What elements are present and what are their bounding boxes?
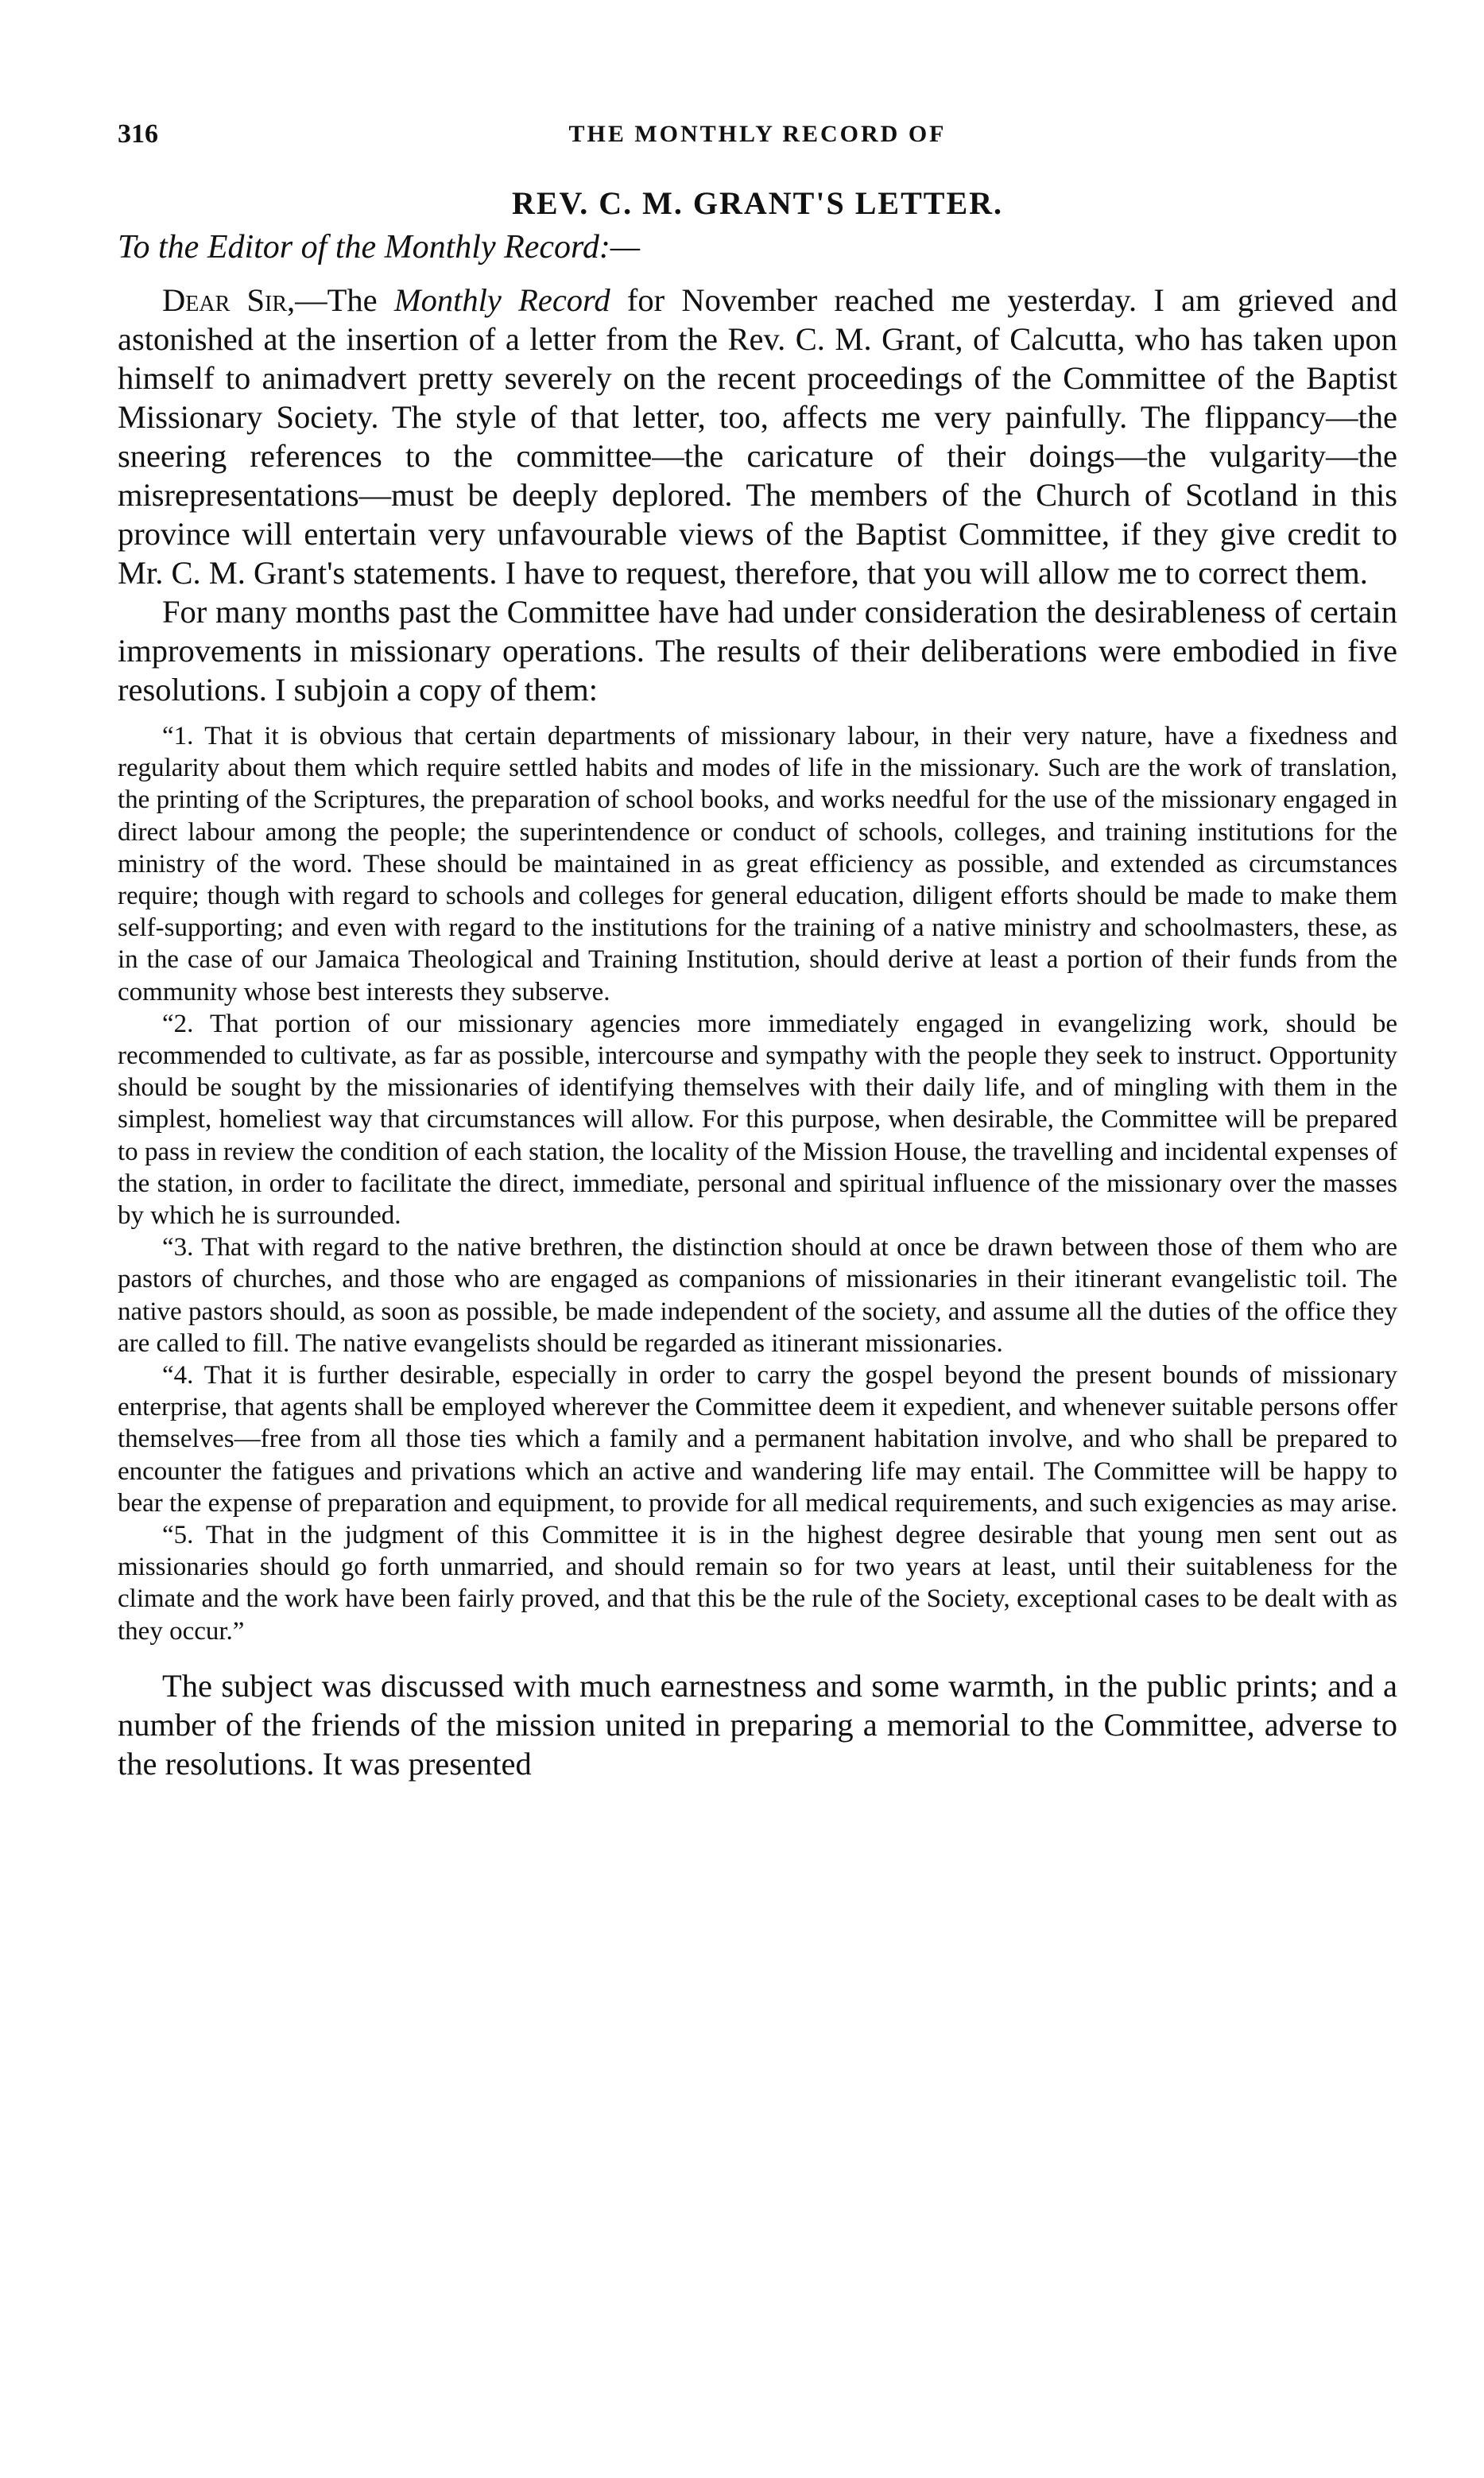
document-page — [118, 119, 1397, 1783]
resolution-1: “1. That it is obvious that certain departments of missionary labour, in their very nature, have a fixedness and regularity about them which require settled habits and modes of life in the missionary. Such are the work of translation, the printing of the Scriptures, the preparation of school books, and works needful for the use of the missionary engaged in direct labour among the people; the superintendence or conduct of schools, colleges, and training institutions for the ministry of the word. These should be maintained in as great efficiency as possible, and extended as circumstances require; though with regard to schools and colleges for general education, diligent efforts should be made to make them self-supporting; and even with regard to the institutions for the training of a native ministry and schoolmasters, these, as in the case of our Jamaica Theological and Training Institution, should derive at least a portion of their funds from the community whose best interests they subserve. — [118, 722, 1397, 1006]
running-head — [118, 119, 1397, 167]
publication-title: Monthly Record — [393, 282, 610, 318]
resolutions — [118, 720, 1397, 1647]
resolution-3: “3. That with regard to the native brethren, the distinction should at once be drawn between those of them who are pastors of churches, and those who are engaged as companions of missionaries in their itinerant evangelistic toil. The native pastors should, as soon as possible, be made independent of the society, and assume all the duties of the office they are called to fill. The native evangelists should be regarded as itinerant missionaries. — [118, 1233, 1397, 1358]
opening-lead: —The — [295, 282, 394, 318]
article-title: REV. C. M. GRANT'S LETTER. — [511, 185, 1004, 221]
resolution-4: “4. That it is further desirable, especially in order to carry the gospel beyond the present bounds of missionary enterprise, that agents shall be employed wherever the Committee deem it expedient, and whenever suitable persons offer themselves—free from all those ties which a family and a permanent habitation involve, and who shall be prepared to encounter the fatigues and privations which an active and wandering life may entail. The Committee will be happy to bear the expense of preparation and equipment, to provide for all medical requirements, and such exigencies as may arise. — [118, 1361, 1397, 1518]
resolution-5: “5. That in the judgment of this Committee it is in the highest degree desirable that young men sent out as missionaries should go forth unmarried, and should remain so for two years at least, until their suitableness for the climate and the work have been fairly proved, and that this be the rule of the Society, exceptional cases to be dealt with as they occur.” — [118, 1521, 1397, 1646]
page-number: 316 — [118, 119, 158, 149]
opening-rest: for November reached me yesterday. I am grieved and astonished at the insertion of a letter from the Rev. C. M. Grant, of Calcutta, who has taken upon himself to animadvert pretty severely on the recent proceedings of the Committee of the Baptist Missionary Society. The style of that letter, too, affects me very painfully. The flippancy—the sneering references to the committee—the caricature of their doings—the vulgarity—the misrepresentations—must be deeply deplored. The members of the Church of Scotland in this province will entertain very unfavourable views of the Baptist Committee, if they give credit to Mr. C. M. Grant's statements. I have to request, therefore, that you will allow me to correct them. — [118, 282, 1397, 591]
paragraph-opening — [118, 281, 1397, 592]
paragraph-intro: For many months past the Committee have had under consideration the desirableness of certain improvements in missionary operations. The results of their deliberations were embodied in five resolutions. I subjoin a copy of them: — [118, 594, 1397, 708]
dear-sir: Dear Sir, — [162, 282, 296, 318]
running-title: THE MONTHLY RECORD OF — [568, 121, 947, 147]
resolution-2: “2. That portion of our missionary agencies more immediately engaged in evangelizing work, should be recommended to cultivate, as far as possible, intercourse and sympathy with the people they seek to instruct. Opportunity should be sought by the missionaries of identifying themselves with their daily life, and of mingling with them in the simplest, homeliest way that circumstances will allow. For this purpose, when desirable, the Committee will be prepared to pass in review the condition of each station, the locality of the Mission House, the travelling and incidental expenses of the station, in order to facilitate the direct, immediate, personal and spiritual influence of the missionary over the masses by which he is surrounded. — [118, 1009, 1397, 1231]
paragraph-closing: The subject was discussed with much earnestness and some warmth, in the public prints; and a number of the friends of the mission united in preparing a memorial to the Committee, adverse to the resolutions. It was presented — [118, 1667, 1397, 1782]
salutation: To the Editor of the Monthly Record:— — [118, 229, 641, 266]
